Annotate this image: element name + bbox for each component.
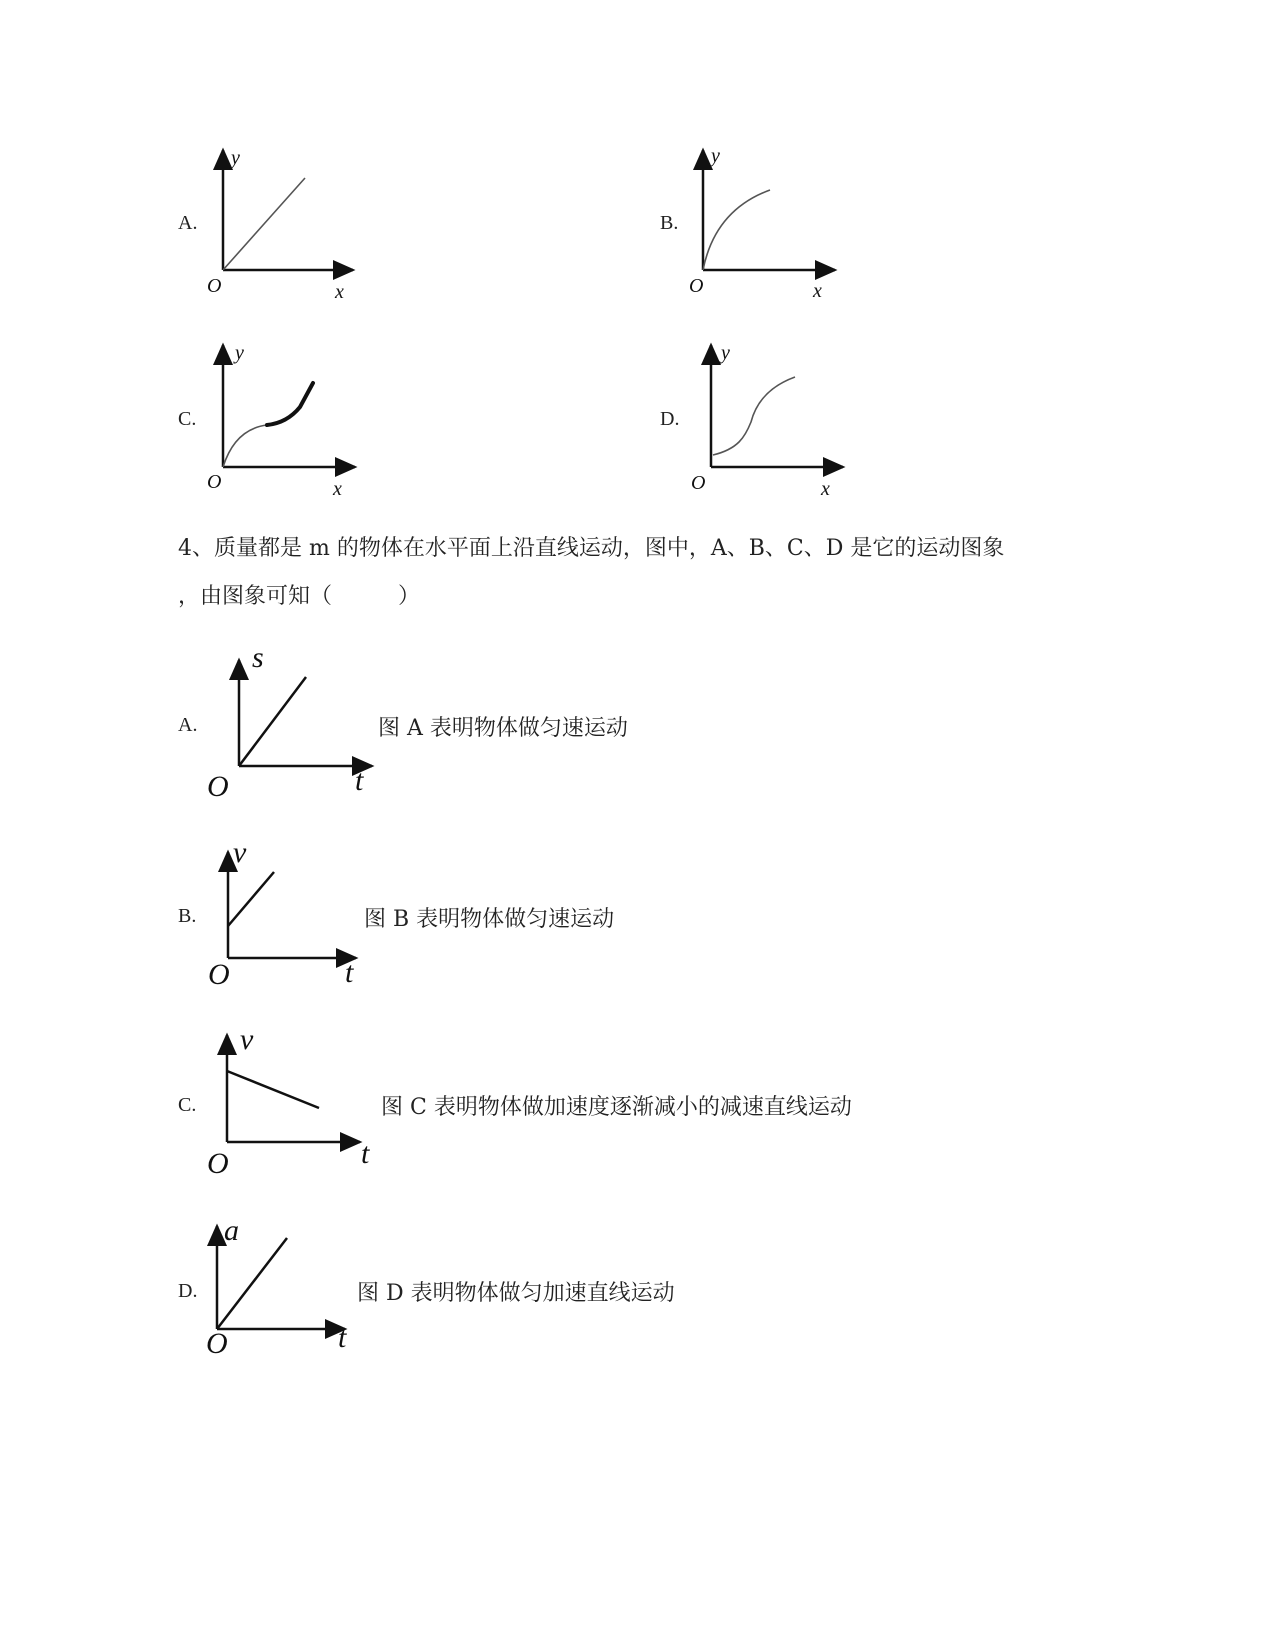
origin-label: O [689,275,704,297]
origin-label: O [207,770,229,803]
x-axis-label: t [361,1137,370,1170]
y-axis-label: y [235,342,244,364]
option-label: C. [178,1094,197,1116]
q3-graph-d [683,337,863,507]
option-text: 图 B 表明物体做匀速运动 [364,907,615,932]
x-axis-label: t [355,764,364,797]
option-label: B. [660,212,679,234]
x-axis-label: x [813,280,822,302]
x-axis-label: x [333,478,342,500]
x-axis-label: x [335,281,344,303]
origin-label: O [207,275,222,297]
option-text: 图 A 表明物体做匀速运动 [378,716,628,741]
question-4-line1: 4、质量都是 m 的物体在水平面上沿直线运动，图中，A、B、C、D 是它的运动图象 [178,536,1005,561]
q3-graph-a [195,140,375,310]
y-axis-label: y [231,147,240,169]
y-axis-label: s [252,641,264,674]
q4-graph-b [200,838,380,998]
curve-line [223,425,267,467]
curve-line [703,190,770,270]
y-axis-label: y [711,145,720,167]
origin-label: O [206,1327,228,1360]
curve-line [228,872,274,926]
curve-line-thick [267,383,313,425]
q4-graph-c [200,1025,380,1185]
origin-label: O [207,471,222,493]
q3-graph-c [195,337,375,507]
option-label: D. [660,408,680,430]
q3-graph-b [675,140,855,310]
origin-label: O [691,472,706,494]
origin-label: O [207,1147,229,1180]
y-axis-label: v [240,1025,254,1056]
y-axis-label: a [224,1214,239,1247]
option-text: 图 C 表明物体做加速度逐渐减小的减速直线运动 [381,1095,852,1120]
y-axis-label: v [233,838,247,869]
option-text: 图 D 表明物体做匀加速直线运动 [357,1281,675,1306]
x-axis-label: t [345,956,354,989]
option-label: B. [178,905,197,927]
question-4-stem [178,525,1078,621]
curve-line [217,1238,287,1329]
q4-graph-d [200,1212,370,1362]
x-axis-label: x [821,478,830,500]
y-axis-label: y [721,342,730,364]
option-label: D. [178,1280,198,1302]
x-axis-label: t [338,1321,347,1354]
curve-line [223,178,305,270]
option-label: A. [178,714,198,736]
option-label: A. [178,212,198,234]
curve-line [713,377,795,455]
origin-label: O [208,958,230,991]
option-label: C. [178,408,197,430]
question-4-line2: ，由图象可知（ ） [178,584,421,609]
q4-graph-a [200,640,390,810]
curve-line [239,677,306,766]
curve-line [227,1071,319,1108]
